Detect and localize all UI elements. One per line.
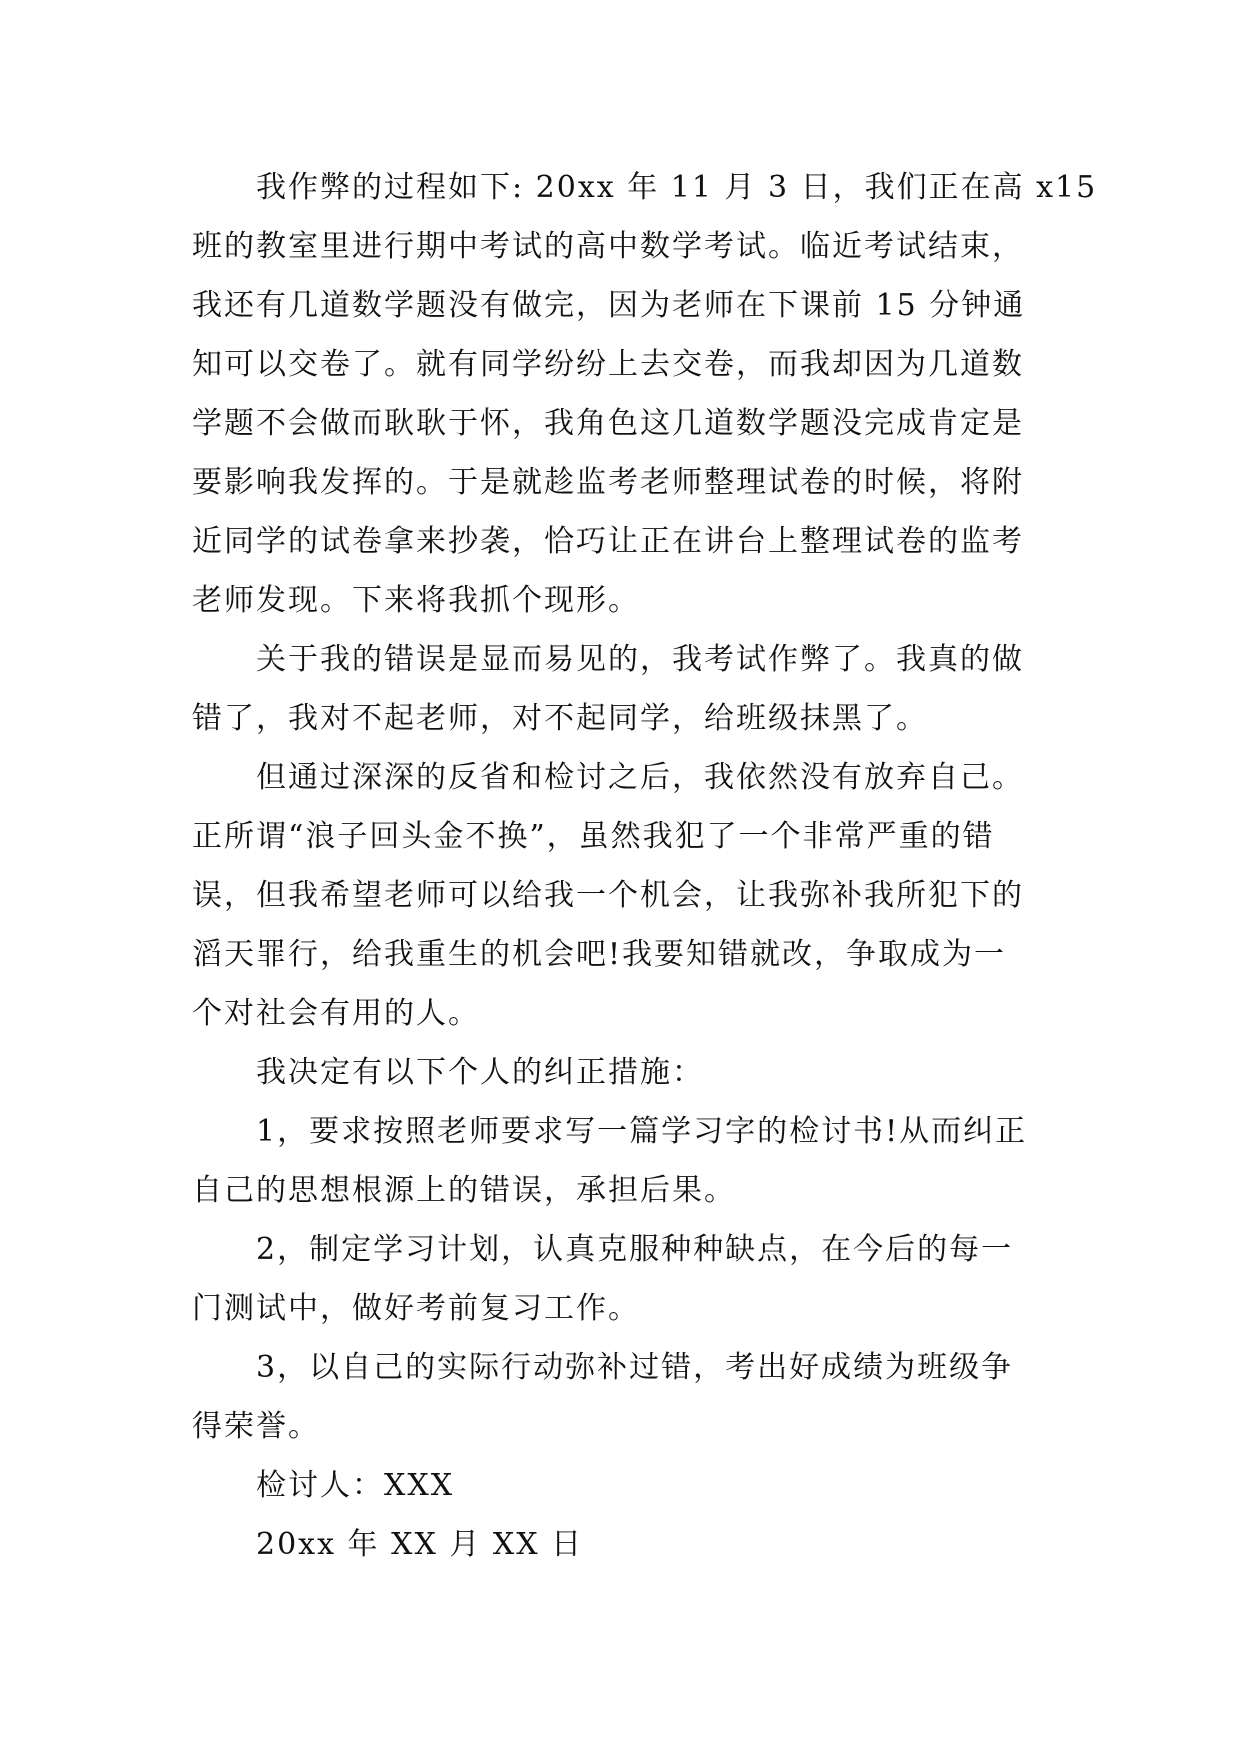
text-line: 个对社会有用的人。 bbox=[192, 996, 480, 1031]
paragraph bbox=[192, 1043, 1054, 1102]
paragraph bbox=[192, 1515, 1054, 1574]
text-line: 我还有几道数学题没有做完，因为老师在下课前 15 分钟通 bbox=[192, 288, 1026, 323]
text-line: 学题不会做而耿耿于怀，我角色这几道数学题没完成肯定是 bbox=[192, 406, 1024, 441]
text-line: 检讨人：XXX bbox=[256, 1468, 455, 1503]
text-line: 但通过深深的反省和检讨之后，我依然没有放弃自己。 bbox=[256, 760, 1024, 795]
text-line: 20xx 年 XX 月 XX 日 bbox=[256, 1527, 584, 1562]
text-line: 我决定有以下个人的纠正措施： bbox=[256, 1055, 704, 1090]
text-line: 正所谓“浪子回头金不换”，虽然我犯了一个非常严重的错 bbox=[192, 819, 995, 854]
text-line: 误，但我希望老师可以给我一个机会，让我弥补我所犯下的 bbox=[192, 878, 1024, 913]
text-line: 2，制定学习计划，认真克服种种缺点，在今后的每一 bbox=[256, 1232, 1014, 1267]
text-line: 老师发现。下来将我抓个现形。 bbox=[192, 583, 640, 618]
paragraph bbox=[192, 748, 1054, 1043]
text-line: 知可以交卷了。就有同学纷纷上去交卷，而我却因为几道数 bbox=[192, 347, 1024, 382]
paragraph bbox=[192, 630, 1054, 748]
text-line: 得荣誉。 bbox=[192, 1409, 320, 1444]
text-line: 近同学的试卷拿来抄袭，恰巧让正在讲台上整理试卷的监考 bbox=[192, 524, 1024, 559]
paragraph bbox=[192, 1220, 1054, 1338]
text-line: 门测试中，做好考前复习工作。 bbox=[192, 1291, 640, 1326]
text-line: 自己的思想根源上的错误，承担后果。 bbox=[192, 1173, 736, 1208]
paragraph bbox=[192, 1102, 1054, 1220]
text-line: 滔天罪行，给我重生的机会吧!我要知错就改，争取成为一 bbox=[192, 937, 1007, 972]
text-line: 3，以自己的实际行动弥补过错，考出好成绩为班级争 bbox=[256, 1350, 1014, 1385]
paragraph bbox=[192, 1456, 1054, 1515]
document-body bbox=[192, 158, 1098, 1574]
text-line: 错了，我对不起老师，对不起同学，给班级抹黑了。 bbox=[192, 701, 928, 736]
text-line: 要影响我发挥的。于是就趁监考老师整理试卷的时候，将附 bbox=[192, 465, 1024, 500]
text-line: 关于我的错误是显而易见的，我考试作弊了。我真的做 bbox=[256, 642, 1024, 677]
paragraph bbox=[192, 1338, 1054, 1456]
text-line: 我作弊的过程如下: 20xx 年 11 月 3 日，我们正在高 x15 bbox=[256, 170, 1098, 205]
text-line: 班的教室里进行期中考试的高中数学考试。临近考试结束， bbox=[192, 229, 1024, 264]
paragraph bbox=[192, 158, 1098, 630]
text-line: 1，要求按照老师要求写一篇学习字的检讨书!从而纠正 bbox=[256, 1114, 1028, 1149]
